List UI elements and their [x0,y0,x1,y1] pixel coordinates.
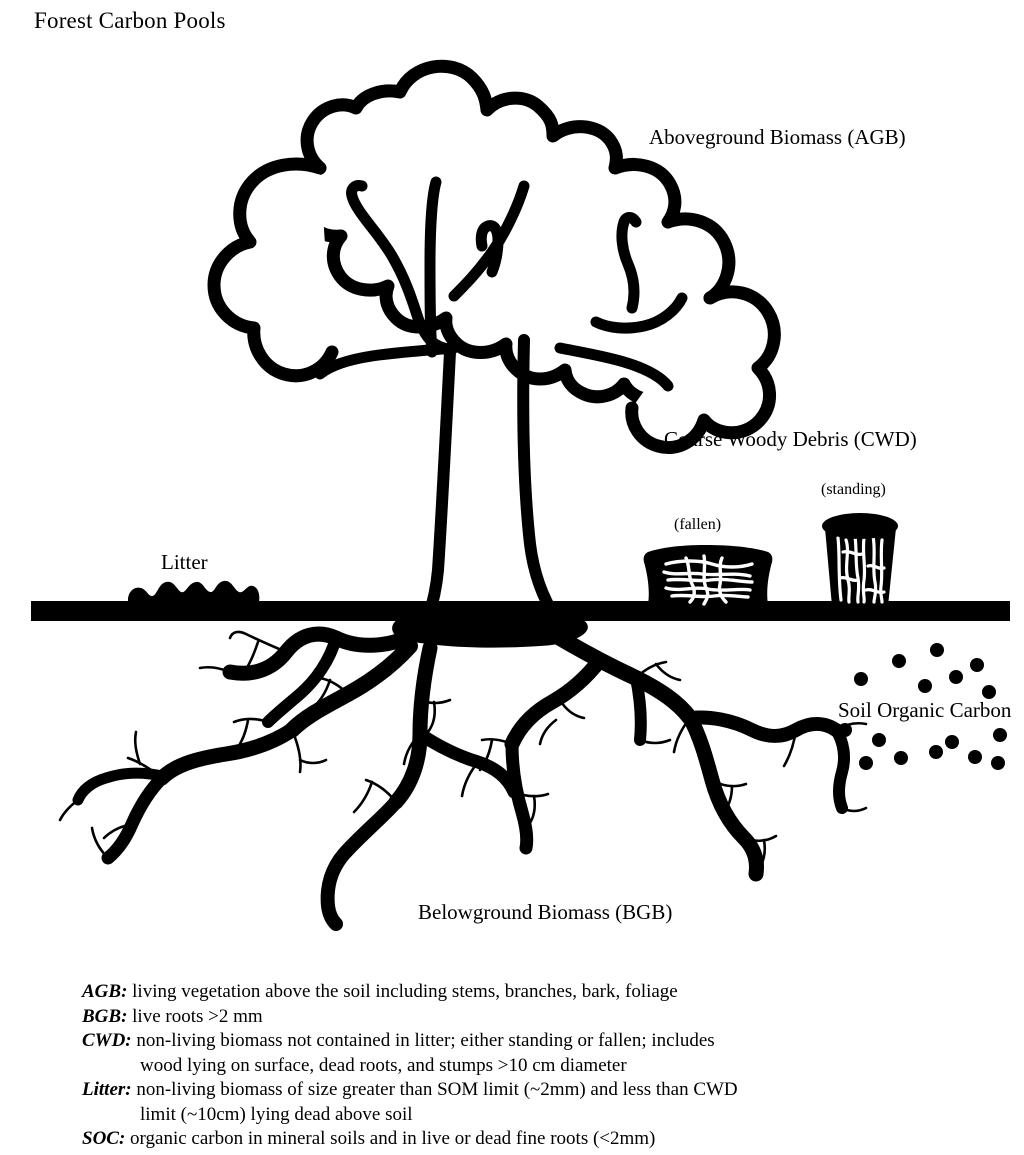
legend-definition: non-living biomass of size greater than SOM limit (~2mm) and less than CWD [136,1079,738,1100]
legend-term: CWD: [82,1030,132,1051]
page-title: Forest Carbon Pools [34,8,226,33]
legend-definition: non-living biomass not contained in litter; either standing or fallen; includes [136,1030,715,1051]
label-coarse-woody-debris: Coarse Woody Debris (CWD) [664,427,917,451]
legend-definition: living vegetation above the soil including stems, branches, bark, foliage [132,981,678,1002]
legend-row-soc [82,1127,962,1152]
legend-continuation-cwd: wood lying on surface, dead roots, and stumps >10 cm diameter [140,1054,627,1076]
standing-stump-icon [822,513,898,606]
legend-definition: organic carbon in mineral soils and in live or dead fine roots (<2mm) [130,1128,656,1149]
legend-term: AGB: [82,981,128,1002]
legend-definition: live roots >2 mm [132,1005,263,1027]
litter-icon [128,581,259,608]
legend-row-litter [82,1078,962,1103]
legend-row-cwd [82,1029,962,1054]
legend-term: SOC: [82,1128,126,1149]
label-standing: (standing) [821,481,886,498]
label-litter: Litter [161,550,208,574]
label-fallen: (fallen) [674,516,722,533]
legend-row-agb [82,980,962,1005]
legend-continuation-litter: limit (~10cm) lying dead above soil [140,1103,413,1125]
fallen-log-icon [644,545,773,607]
root-system [60,614,866,925]
legend-term: BGB: [82,1005,128,1027]
definitions-legend [82,980,962,1152]
legend-term: Litter: [82,1079,132,1100]
label-soil-organic-carbon: Soil Organic Carbon [838,698,1012,722]
label-aboveground-biomass: Aboveground Biomass (AGB) [649,125,906,149]
label-belowground-biomass: Belowground Biomass (BGB) [418,900,673,924]
legend-row-bgb [82,1005,962,1030]
